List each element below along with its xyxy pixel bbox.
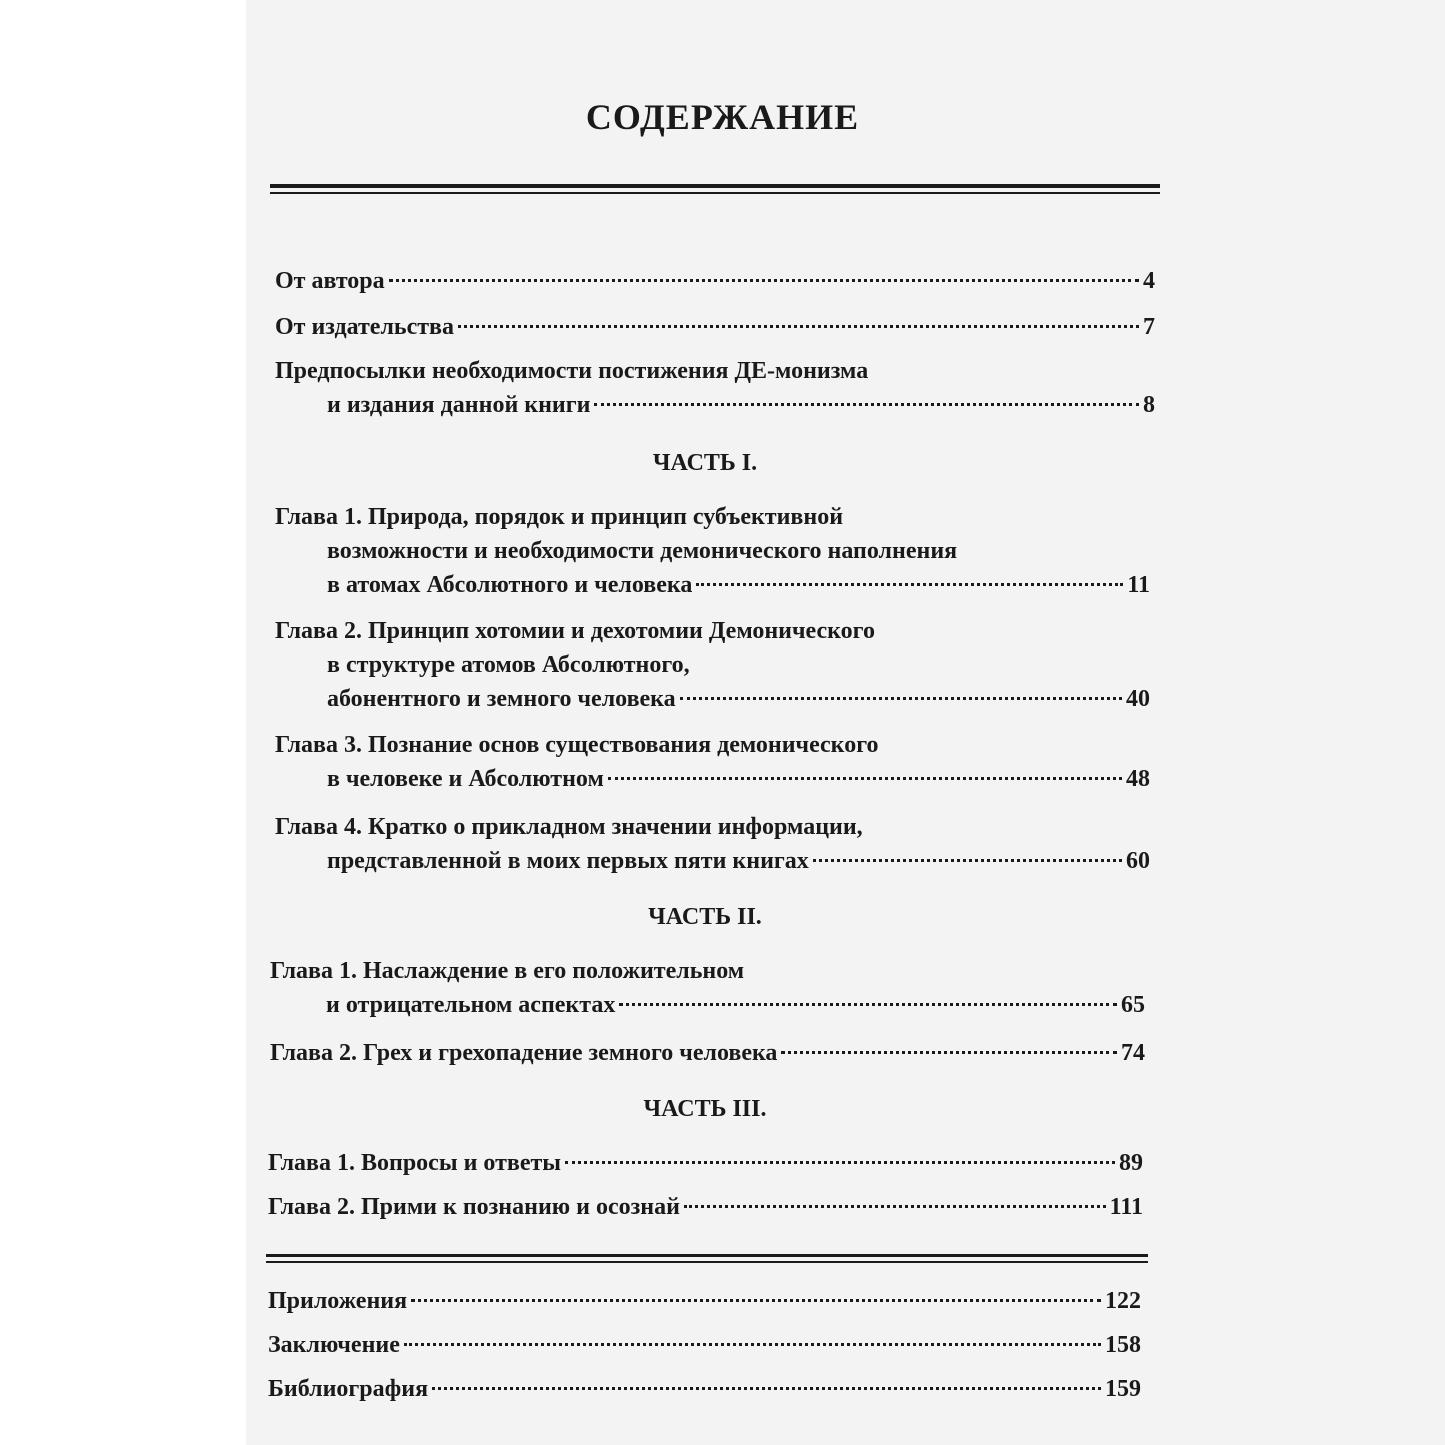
page-number: 65 — [1121, 992, 1145, 1018]
page-number: 11 — [1127, 572, 1150, 598]
dot-leader — [619, 1003, 1117, 1006]
dot-leader — [411, 1299, 1101, 1302]
page-number: 111 — [1109, 1194, 1143, 1220]
page-number: 89 — [1119, 1150, 1143, 1176]
top-rule-thick — [270, 184, 1160, 188]
dot-leader — [696, 583, 1123, 586]
toc-entry-p3-ch2[interactable]: Глава 2. Прими к познанию и осознай 111 — [268, 1190, 1143, 1224]
toc-entry-p3-ch1[interactable]: Глава 1. Вопросы и ответы 89 — [268, 1146, 1143, 1180]
part-heading: ЧАСТЬ III. — [643, 1096, 767, 1122]
page-number: 159 — [1105, 1376, 1141, 1402]
toc-entry-p1-ch1[interactable]: Глава 1. Природа, порядок и принцип субъективной возможности и необходимости демонического наполнения в атомах Абсолютного и человека 11 — [275, 500, 1150, 602]
page-number: 158 — [1105, 1332, 1141, 1358]
dot-leader — [813, 859, 1122, 862]
bottom-rule-thin — [266, 1261, 1148, 1263]
toc-entry-prerequisites[interactable]: Предпосылки необходимости постижения ДЕ-монизма и издания данной книги 8 — [275, 354, 1155, 422]
dot-leader — [389, 279, 1139, 282]
dot-leader — [458, 325, 1139, 328]
toc-entry-p2-ch2[interactable]: Глава 2. Грех и грехопадение земного человека 74 — [270, 1036, 1145, 1070]
part-heading: ЧАСТЬ II. — [648, 904, 762, 930]
book-page — [246, 0, 1445, 1445]
toc-entry-conclusion[interactable]: Заключение 158 — [268, 1328, 1141, 1362]
page-number: 60 — [1126, 848, 1150, 874]
toc-entry-bibliography[interactable]: Библиография 159 — [268, 1372, 1141, 1406]
page-number: 4 — [1143, 268, 1155, 294]
top-rule-thin — [270, 192, 1160, 194]
bottom-rule-thick — [266, 1254, 1148, 1257]
dot-leader — [608, 777, 1122, 780]
toc-entry-p2-ch1[interactable]: Глава 1. Наслаждение в его положительном и отрицательном аспектах 65 — [270, 954, 1145, 1022]
dot-leader — [565, 1161, 1115, 1164]
page-number: 122 — [1105, 1288, 1141, 1314]
dot-leader — [404, 1343, 1101, 1346]
part-heading: ЧАСТЬ I. — [652, 450, 758, 476]
toc-entry-appendices[interactable]: Приложения 122 — [268, 1284, 1141, 1318]
dot-leader — [781, 1051, 1117, 1054]
page-number: 7 — [1143, 314, 1155, 340]
toc-entry-publisher[interactable]: От издательства 7 — [275, 310, 1155, 344]
left-margin — [0, 0, 246, 1445]
toc-entry-author[interactable]: От автора 4 — [275, 264, 1155, 298]
page-title: СОДЕРЖАНИЕ — [585, 97, 860, 137]
toc-entry-p1-ch3[interactable]: Глава 3. Познание основ существования демонического в человеке и Абсолютном 48 — [275, 728, 1150, 796]
page-number: 74 — [1121, 1040, 1145, 1066]
page-number: 8 — [1143, 392, 1155, 418]
page-number: 48 — [1126, 766, 1150, 792]
dot-leader — [684, 1205, 1106, 1208]
dot-leader — [680, 697, 1122, 700]
page-number: 40 — [1126, 686, 1150, 712]
dot-leader — [432, 1387, 1101, 1390]
toc-entry-p1-ch2[interactable]: Глава 2. Принцип хотомии и дехотомии Демонического в структуре атомов Абсолютного, абонентного и земного человека 40 — [275, 614, 1150, 716]
dot-leader — [594, 403, 1139, 406]
toc-entry-p1-ch4[interactable]: Глава 4. Кратко о прикладном значении информации, представленной в моих первых пяти книгах 60 — [275, 810, 1150, 878]
